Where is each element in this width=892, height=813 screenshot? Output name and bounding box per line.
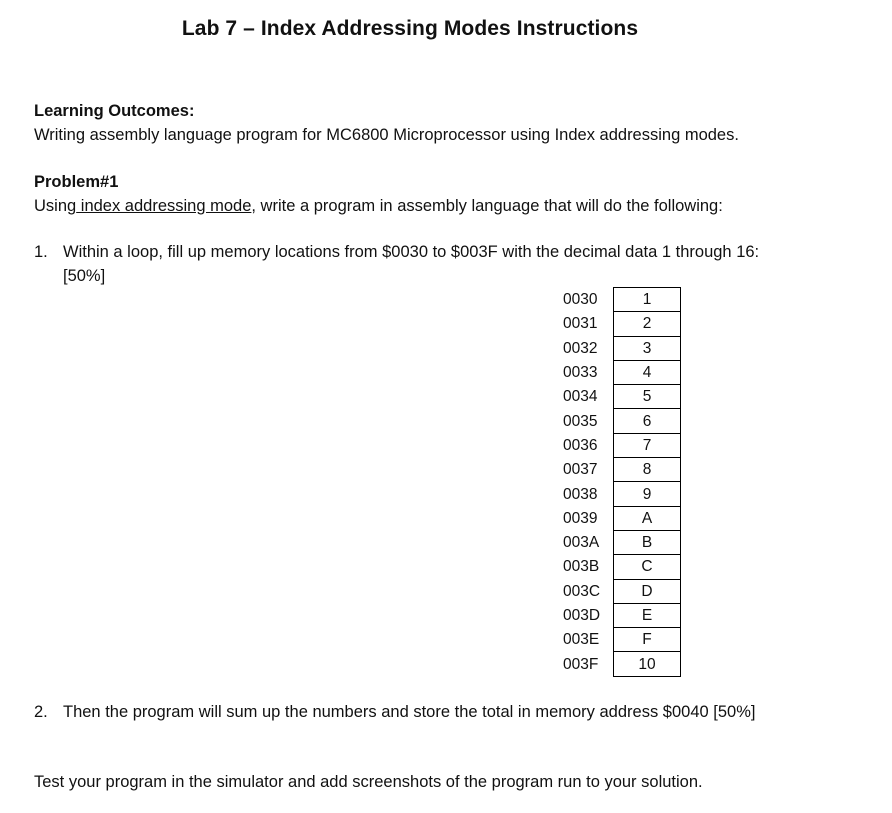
memory-value: F [614, 628, 681, 652]
memory-value: 7 [614, 433, 681, 457]
list-item-number: 2. [34, 703, 48, 721]
memory-value: E [614, 603, 681, 627]
memory-value: 9 [614, 482, 681, 506]
list-item [34, 240, 794, 288]
learning-outcomes-section [34, 99, 854, 147]
memory-address: 003B [563, 558, 600, 576]
memory-address: 0037 [563, 461, 598, 479]
memory-address: 0039 [563, 509, 598, 527]
memory-address: 003D [563, 607, 601, 624]
table-row [560, 312, 681, 336]
table-row [560, 288, 681, 312]
table-row [560, 482, 681, 506]
memory-value: 3 [614, 336, 681, 360]
table-row [560, 360, 681, 384]
table-row [560, 603, 681, 627]
footer-instruction: Test your program in the simulator and add screenshots of the program run to your solution. [34, 773, 703, 791]
table-row [560, 652, 681, 676]
memory-address: 0032 [563, 339, 598, 357]
memory-address: 0036 [563, 436, 598, 454]
memory-value: D [614, 579, 681, 603]
list-item-number: 1. [34, 243, 48, 261]
table-row [560, 409, 681, 433]
memory-value: C [614, 555, 681, 579]
memory-address: 0038 [563, 485, 598, 503]
memory-value: 2 [614, 312, 681, 336]
list-item [34, 700, 794, 724]
index-addressing-mode-underlined: index addressing mode [76, 197, 252, 215]
table-row [560, 530, 681, 554]
table-row [560, 336, 681, 360]
list-item-text: Within a loop, fill up memory locations from $0030 to $003F with the decimal data 1 through 16: [50%] [63, 243, 760, 285]
list-item-text: Then the program will sum up the numbers and store the total in memory address $0040 [50%] [63, 703, 756, 721]
page-title: Lab 7 – Index Addressing Modes Instructions [181, 17, 639, 40]
memory-value: 4 [614, 360, 681, 384]
table-row [560, 385, 681, 409]
table-row [560, 555, 681, 579]
learning-outcomes-text: Writing assembly language program for MC6800 Microprocessor using Index addressing modes. [34, 126, 739, 144]
memory-address: 0034 [563, 388, 598, 406]
problem-intro [34, 194, 854, 218]
memory-address: 003E [563, 631, 600, 649]
learning-outcomes-heading: Learning Outcomes: [34, 102, 195, 120]
problem-intro-suffix: , write a program in assembly language that will do the following: [251, 197, 723, 215]
memory-value: 10 [614, 652, 681, 676]
problem-section [34, 170, 854, 218]
table-row [560, 433, 681, 457]
memory-value: B [614, 530, 681, 554]
memory-value: 6 [614, 409, 681, 433]
memory-table [560, 287, 681, 677]
memory-address: 0035 [563, 412, 598, 430]
memory-value: A [614, 506, 681, 530]
problem-intro-prefix: Using [34, 197, 77, 215]
memory-address: 0033 [563, 364, 598, 382]
memory-address: 0030 [563, 291, 598, 309]
memory-address: 003C [563, 582, 601, 600]
table-row [560, 506, 681, 530]
table-row [560, 628, 681, 652]
memory-value: 5 [614, 385, 681, 409]
problem-heading: Problem#1 [34, 173, 119, 191]
memory-value: 8 [614, 458, 681, 482]
memory-address: 003A [563, 534, 600, 552]
table-row [560, 458, 681, 482]
table-row [560, 579, 681, 603]
memory-value: 1 [614, 288, 681, 312]
memory-address: 0031 [563, 315, 598, 333]
memory-table-wrapper [560, 287, 681, 677]
memory-address: 003F [563, 655, 599, 673]
